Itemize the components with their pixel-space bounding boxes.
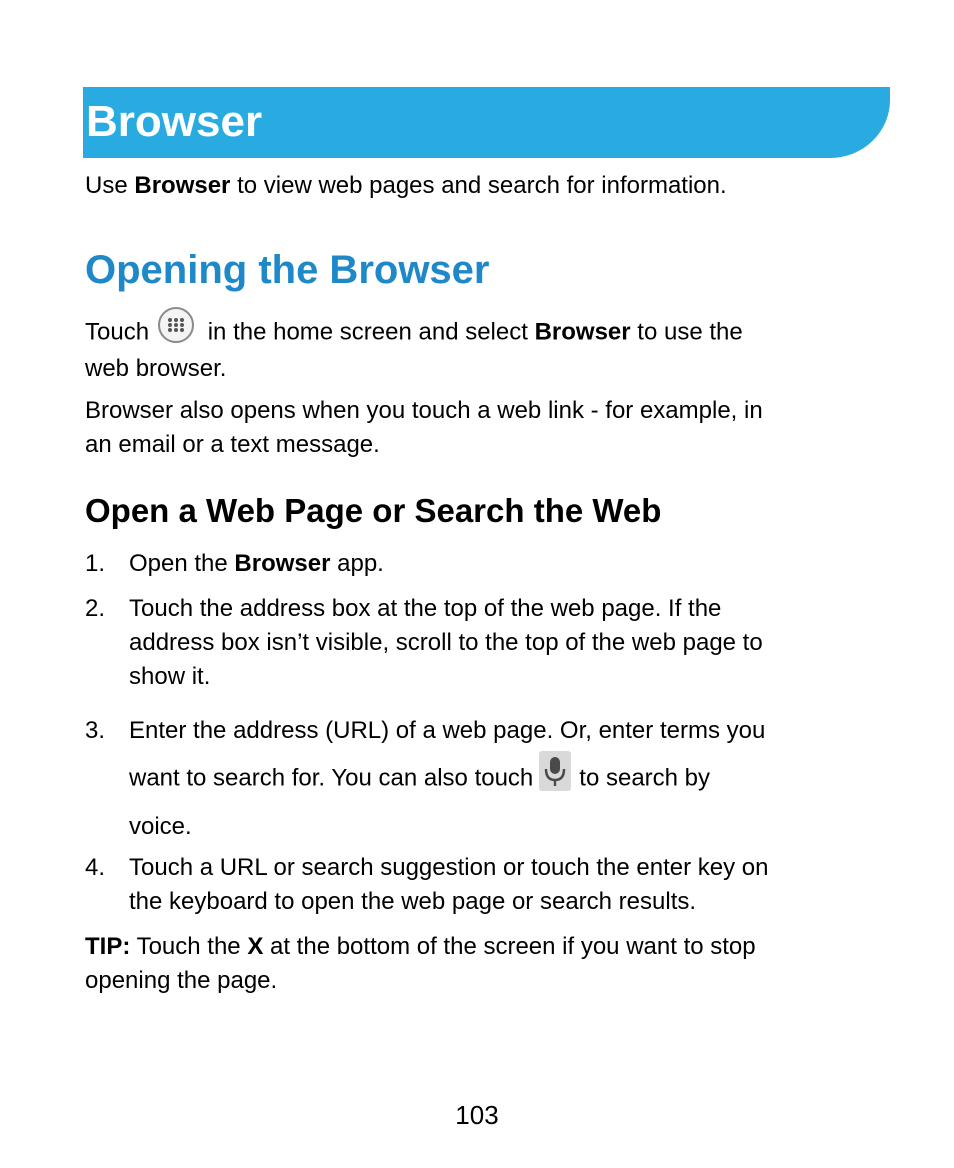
step2-line2: address box isn’t visible, scroll to the top of the web page to — [129, 629, 763, 656]
use-the-text: to use the — [630, 318, 743, 346]
step1-post: app. — [330, 550, 384, 577]
page-number: 103 — [455, 1100, 499, 1130]
browser-bold-text: Browser — [534, 318, 631, 346]
opening-paragraph-1 — [85, 314, 885, 386]
step1-pre: Open the — [129, 550, 235, 577]
para2-line1: Browser also opens when you touch a web link - for example, in — [85, 397, 763, 424]
list-item — [85, 592, 885, 694]
list-item — [85, 851, 885, 919]
touch-text: Touch — [85, 318, 150, 346]
home-screen-text: in the home screen and select — [201, 318, 535, 346]
list-item — [85, 547, 885, 581]
step4-line1: Touch a URL or search suggestion or touch the enter key on — [129, 854, 769, 881]
tip-bold-x: X — [247, 933, 264, 960]
tip-paragraph — [85, 930, 885, 998]
para2-line2: an email or a text message. — [85, 431, 380, 458]
step2-line3: show it. — [129, 663, 211, 690]
step3-line2-pre: want to search for. You can also touch — [129, 764, 534, 792]
step1-bold: Browser — [234, 550, 331, 577]
step2-line1: Touch the address box at the top of the web page. If the — [129, 595, 722, 622]
intro-text-post: to view web pages and search for information. — [230, 172, 727, 199]
section-heading-opening: Opening the Browser — [85, 248, 490, 292]
step-number: 3. — [85, 717, 106, 744]
step3-line2-post: to search by — [579, 764, 711, 792]
tip-post: at the bottom of the screen if you want to stop — [263, 933, 756, 960]
step4-line2: the keyboard to open the web page or search results. — [129, 888, 697, 915]
list-item — [85, 714, 885, 844]
step3-line1: Enter the address (URL) of a web page. Or, enter terms you — [129, 717, 766, 744]
page-title: Browser — [86, 97, 263, 146]
section-heading-open-web-page: Open a Web Page or Search the Web — [85, 492, 662, 529]
apps-grid-icon — [157, 306, 195, 344]
step3-line3: voice. — [129, 813, 192, 840]
tip-pre: Touch the — [130, 933, 248, 960]
intro-paragraph — [85, 169, 727, 203]
intro-text-pre: Use — [85, 172, 135, 199]
intro-text-bold: Browser — [134, 172, 231, 199]
step-number: 4. — [85, 854, 106, 881]
opening-paragraph-2 — [85, 394, 885, 462]
web-browser-text: web browser. — [85, 355, 227, 382]
step-number: 1. — [85, 550, 106, 577]
step-number: 2. — [85, 595, 106, 622]
tip-line2: opening the page. — [85, 967, 278, 994]
microphone-icon — [539, 751, 571, 791]
tip-label: TIP: — [85, 933, 131, 960]
